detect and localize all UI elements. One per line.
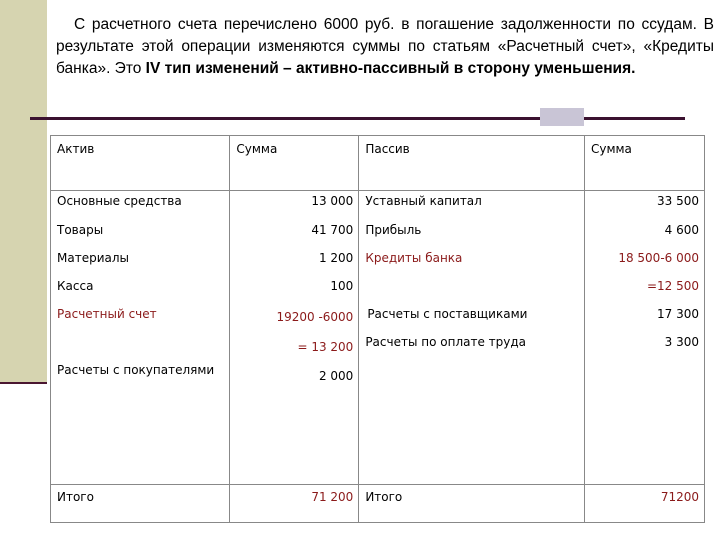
intro-text: С расчетного счета перечислено 6000 руб. в погашение задолженности по ссудам. В результате этой операции изменяются суммы по статьям «Расчетный счет», «Кредиты банка». Это xyxy=(56,16,714,77)
asset-sums-cell xyxy=(230,191,359,485)
liability-name-highlighted: Кредиты банка xyxy=(365,251,463,265)
header-asset-sum: Сумма xyxy=(230,136,359,191)
total-asset-label: Итого xyxy=(51,485,230,523)
change-type-label: IV тип изменений – xyxy=(145,60,292,77)
asset-sum-result: = 13 200 xyxy=(297,340,354,354)
header-liability-sum: Сумма xyxy=(584,136,704,191)
asset-name: Материалы xyxy=(57,251,129,265)
liability-sum-highlighted: 18 500-6 000 xyxy=(618,251,699,265)
asset-sum: 1 200 xyxy=(318,251,354,265)
asset-sum: 13 000 xyxy=(311,194,354,208)
asset-name: Основные средства xyxy=(57,194,182,208)
total-asset-sum: 71 200 xyxy=(230,485,359,523)
balance-table xyxy=(50,135,705,523)
liability-sum: 17 300 xyxy=(657,307,699,321)
total-liability-label: Итого xyxy=(359,485,585,523)
liability-name: Прибыль xyxy=(365,223,422,237)
liability-names-cell xyxy=(359,191,585,485)
asset-sum-highlighted: 19200 -6000 xyxy=(276,310,354,324)
asset-name: Расчеты с покупателями xyxy=(57,363,215,377)
sidebar-underline xyxy=(0,382,47,384)
asset-names-cell xyxy=(51,191,230,485)
decorative-sidebar xyxy=(0,0,47,382)
change-type-description: активно-пассивный в сторону уменьшения. xyxy=(296,60,636,77)
header-liability: Пассив xyxy=(359,136,585,191)
asset-name: Товары xyxy=(57,223,104,237)
asset-sum: 2 000 xyxy=(318,369,354,383)
table-header-row xyxy=(51,136,705,191)
liability-sum: 4 600 xyxy=(664,223,699,237)
table-totals-row xyxy=(51,485,705,523)
asset-name-highlighted: Расчетный счет xyxy=(57,307,157,321)
liability-name: Уставный капитал xyxy=(365,194,482,208)
header-asset: Актив xyxy=(51,136,230,191)
asset-name: Касса xyxy=(57,279,94,293)
liability-sum: 33 500 xyxy=(657,194,699,208)
liability-sums-cell xyxy=(584,191,704,485)
liability-sum: 3 300 xyxy=(664,335,699,349)
liability-name: Расчеты по оплате труда xyxy=(365,335,527,349)
decorative-square xyxy=(540,108,584,126)
total-liability-sum: 71200 xyxy=(584,485,704,523)
intro-paragraph xyxy=(56,14,714,80)
divider-rule xyxy=(30,117,685,120)
liability-name: Расчеты с поставщиками xyxy=(367,307,528,321)
asset-sum: 100 xyxy=(330,279,354,293)
asset-sum: 41 700 xyxy=(311,223,354,237)
table-body-row xyxy=(51,191,705,485)
liability-sum-result: =12 500 xyxy=(646,279,699,293)
